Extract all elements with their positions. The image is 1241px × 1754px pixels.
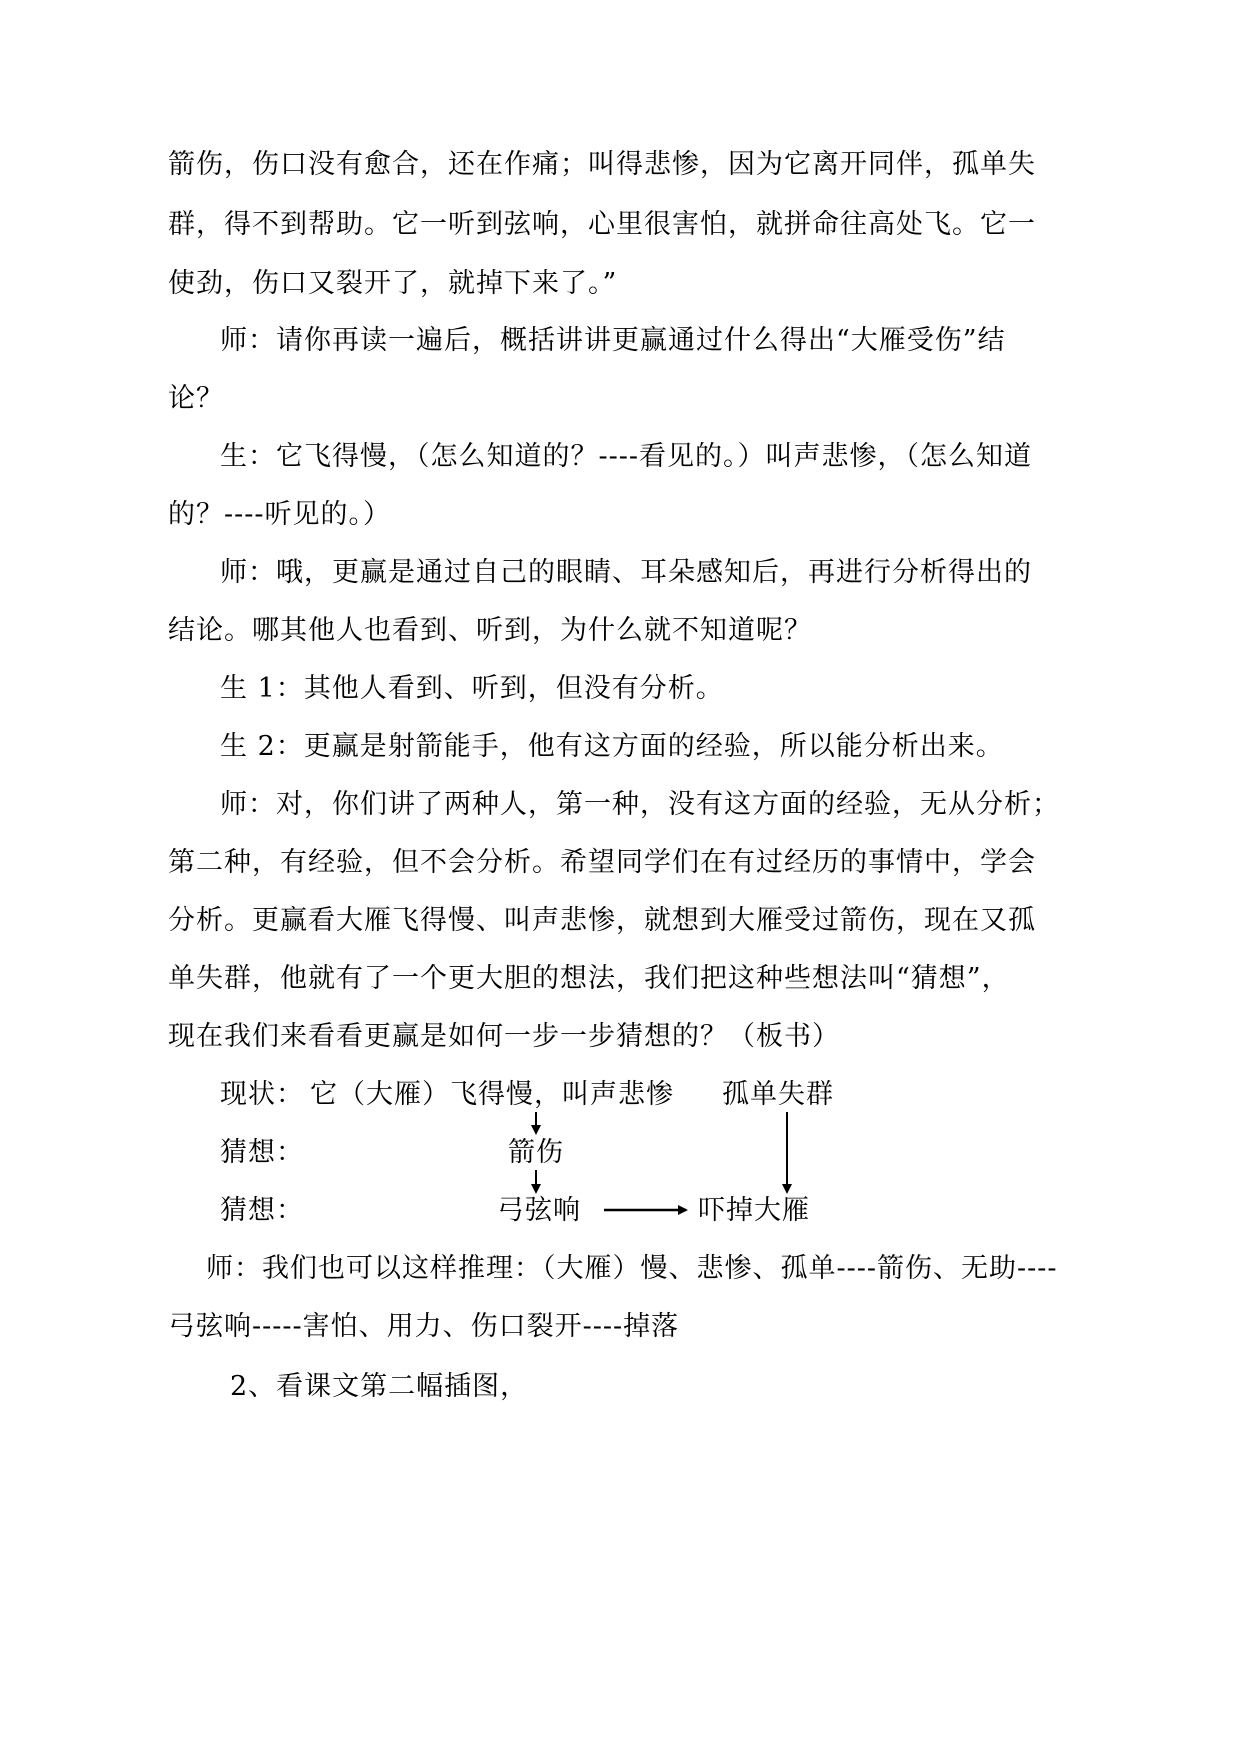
paragraph-1-line-1: 箭伤，伤口没有愈合，还在作痛；叫得悲惨，因为它离开同伴，孤单失	[168, 149, 1036, 180]
paragraph-7-line-2: 第二种，有经验，但不会分析。希望同学们在有过经历的事情中，学会	[168, 847, 1036, 878]
paragraph-7-line-4: 单失群，他就有了一个更大胆的想法，我们把这种些想法叫“猜想”，	[168, 963, 1010, 994]
diagram-arrow-wound-text: 箭伤	[508, 1137, 564, 1168]
paragraph-8-line-1: 师：我们也可以这样推理：（大雁）慢、悲惨、孤单----箭伤、无助----	[206, 1253, 1058, 1284]
paragraph-2-line-2: 论？	[168, 383, 224, 414]
paragraph-4-line-1: 师：哦，更赢是通过自己的眼睛、耳朵感知后，再进行分析得出的	[220, 557, 1032, 588]
paragraph-7-line-1: 师：对，你们讲了两种人，第一种，没有这方面的经验，无从分析；	[220, 789, 1060, 820]
diagram-row3-label: 猜想：	[220, 1195, 304, 1226]
paragraph-2-line-1: 师：请你再读一遍后，概括讲讲更赢通过什么得出“大雁受伤”结	[220, 325, 1006, 356]
paragraph-9-line-1: 2、看课文第二幅插图，	[230, 1371, 529, 1402]
paragraph-1-line-3: 使劲，伤口又裂开了，就掉下来了。”	[168, 268, 618, 299]
paragraph-4-line-2: 结论。哪其他人也看到、听到，为什么就不知道呢？	[168, 615, 812, 646]
diagram-row1-label: 现状：	[220, 1079, 304, 1110]
paragraph-7-line-5: 现在我们来看看更赢是如何一步一步猜想的？（板书）	[168, 1021, 840, 1052]
diagram-lonely-text: 孤单失群	[722, 1079, 834, 1110]
paragraph-3-line-2: 的？----听见的。）	[168, 499, 391, 530]
paragraph-8-line-2: 弓弦响-----害怕、用力、伤口裂开----掉落	[168, 1311, 680, 1342]
paragraph-3-line-1: 生：它飞得慢，（怎么知道的？----看见的。）叫声悲惨，（怎么知道	[220, 441, 1032, 472]
paragraph-5-line-1: 生 1：其他人看到、听到，但没有分析。	[220, 673, 724, 704]
diagram-row2-label: 猜想：	[220, 1137, 304, 1168]
diagram-scared-down-text: 吓掉大雁	[698, 1195, 810, 1226]
paragraph-6-line-1: 生 2：更赢是射箭能手，他有这方面的经验，所以能分析出来。	[220, 731, 1004, 762]
paragraph-7-line-3: 分析。更赢看大雁飞得慢、叫声悲惨，就想到大雁受过箭伤，现在又孤	[168, 905, 1036, 936]
diagram-current-state-text: 它（大雁）飞得慢，叫声悲惨	[310, 1079, 674, 1110]
paragraph-1-line-2: 群，得不到帮助。它一听到弦响，心里很害怕，就拼命往高处飞。它一	[168, 209, 1036, 240]
diagram-bowstring-text: 弓弦响	[497, 1195, 581, 1226]
